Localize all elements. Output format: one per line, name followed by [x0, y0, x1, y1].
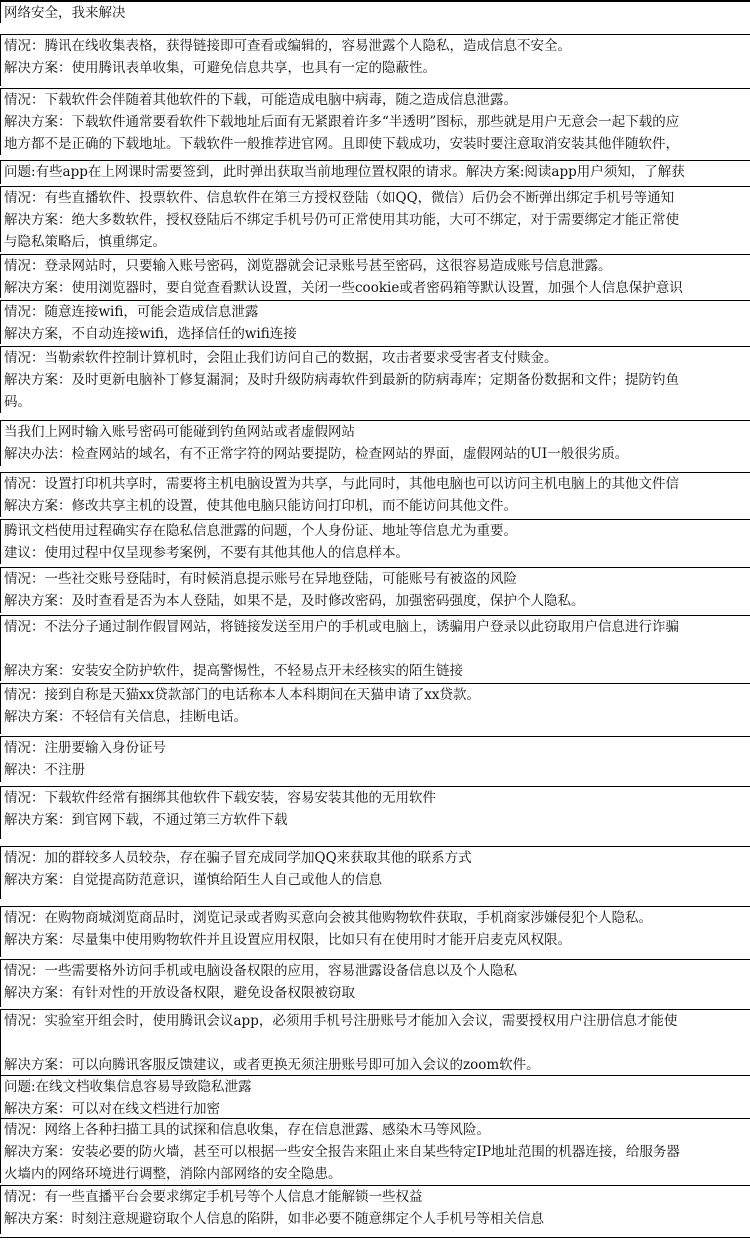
record-line: 解决方案：到官网下载，不通过第三方软件下载 [4, 812, 288, 828]
record-line: 解决办法：检查网站的域名，有不正常字符的网站要提防，检查网站的界面，虚假网站的UI一般很劣质。 [4, 446, 629, 462]
record-cell [0, 683, 750, 734]
record-line: 解决方案：使用浏览器时，要自觉查看默认设置，关闭一些cookie或者密码箱等默认设置，加强个人信息保护意识 [4, 280, 683, 296]
record-cell [0, 1118, 750, 1183]
record-line: 情况：实验室开组会时，使用腾讯会议app，必须用手机号注册账号才能加入会议，需要授权用户注册信息才能使 [4, 1013, 678, 1029]
record-line: 解决方案：安装安全防护软件，提高警惕性，不轻易点开未经核实的陌生链接 [4, 663, 463, 679]
record-line: 情况：接到自称是天猫xx贷款部门的电话称本人本科期间在天猫申请了xx贷款。 [4, 687, 480, 703]
record-line: 地方都不是正确的下载地址。下载软件一般推荐进官网。且即使下载成功，安装时要注意取消安装其他伴随软件， [4, 136, 679, 152]
record-line: 情况：不法分子通过制作假冒网站，将链接发送至用户的手机或电脑上，诱骗用户登录以此窃取用户信息进行诈骗 [4, 619, 679, 635]
record-cell [0, 1075, 750, 1118]
record-cell [0, 160, 750, 184]
record-line: 情况：加的群较多人员较杂，存在骗子冒充成同学加QQ来获取其他的联系方式 [4, 850, 472, 866]
record-cell [0, 346, 750, 413]
record-line: 情况：下载软件会伴随着其他软件的下载，可能造成电脑中病毒，随之造成信息泄露。 [4, 92, 517, 108]
record-cell [0, 1185, 750, 1234]
record-line: 情况：有些直播软件、投票软件、信息软件在第三方授权登陆（如QQ，微信）后仍会不断弹出绑定手机号等通知 [4, 190, 675, 206]
record-line: 情况：一些需要格外访问手机或电脑设备权限的应用，容易泄露设备信息以及个人隐私 [4, 963, 517, 979]
record-line: 解决方案：安装必要的防火墙，甚至可以根据一些安全报告来阻止来自某些特定IP地址范围的机器连接，给服务器 [4, 1144, 680, 1160]
record-cell [0, 736, 750, 782]
record-line: 解决方案：及时更新电脑补丁修复漏洞；及时升级防病毒软件到最新的防病毒库；定期备份数据和文件；提防钓鱼 [4, 372, 679, 388]
record-line: 码。 [4, 394, 31, 410]
record-cell [0, 846, 750, 899]
record-line: 建议：使用过程中仅呈现参考案例，不要有其他其他人的信息样本。 [4, 545, 409, 561]
record-cell [0, 906, 750, 957]
record-cell [0, 300, 750, 344]
record-line: 解决方案：绝大多数软件，授权登陆后不绑定手机号仍可正常使用其功能，大可不绑定，对于需要绑定才能正常使 [4, 212, 679, 228]
record-cell [0, 959, 750, 1007]
record-line: 当我们上网时输入账号密码可能碰到钓鱼网站或者虚假网站 [4, 424, 355, 440]
record-line: 解决方案：可以对在线文档进行加密 [4, 1101, 220, 1117]
record-cell [0, 186, 750, 252]
record-cell [0, 567, 750, 613]
bottom-rule [0, 1237, 750, 1238]
record-cell [0, 472, 750, 517]
record-line: 解决方案：使用腾讯表单收集，可避免信息共享，也具有一定的隐蔽性。 [4, 60, 436, 76]
document-title: 网络安全，我来解决 [4, 5, 126, 21]
record-line: 解决方案：下载软件通常要看软件下载地址后面有无紧跟着许多“半透明”图标，那些就是用户无意会一起下载的应 [4, 114, 680, 130]
record-cell [0, 254, 750, 298]
record-cell [0, 519, 750, 564]
record-line: 解决方案：自觉提高防范意识，谨慎给陌生人自己或他人的信息 [4, 872, 382, 888]
record-cell [0, 88, 750, 155]
title-cell [0, 1, 750, 23]
record-line: 解决方案：有针对性的开放设备权限，避免设备权限被窃取 [4, 985, 355, 1001]
record-line: 情况：一些社交账号登陆时，有时候消息提示账号在异地登陆，可能账号有被盗的风险 [4, 571, 517, 587]
record-cell [0, 1009, 750, 1075]
record-line: 解决方案：修改共享主机的设置，使其他电脑只能访问打印机，而不能访问其他文件。 [4, 498, 517, 514]
record-line: 解决方案：可以向腾讯客服反馈建议，或者更换无须注册账号即可加入会议的zoom软件。 [4, 1057, 540, 1073]
record-line: 情况：注册要输入身份证号 [4, 740, 166, 756]
record-line: 火墙内的网络环境进行调整，消除内部网络的安全隐患。 [4, 1166, 342, 1182]
record-line: 腾讯文档使用过程确实存在隐私信息泄露的问题，个人身份证、地址等信息尤为重要。 [4, 523, 517, 539]
record-line: 解决方案：不轻信有关信息，挂断电话。 [4, 709, 247, 725]
record-line: 解决方案：尽量集中使用购物软件并且设置应用权限，比如只有在使用时才能开启麦克风权限。 [4, 932, 571, 948]
record-line: 与隐私策略后，慎重绑定。 [4, 234, 166, 250]
record-line: 情况：在购物商城浏览商品时，浏览记录或者购买意向会被其他购物软件获取，手机商家涉嫌侵犯个人隐私。 [4, 910, 652, 926]
record-line: 情况：网络上各种扫描工具的试探和信息收集，存在信息泄露、感染木马等风险。 [4, 1122, 490, 1138]
record-cell [0, 34, 750, 86]
record-line: 情况：腾讯在线收集表格，获得链接即可查看或编辑的，容易泄露个人隐私，造成信息不安全。 [4, 38, 571, 54]
record-line: 解决：不注册 [4, 762, 85, 778]
record-line: 情况：随意连接wifi，可能会造成信息泄露 [4, 304, 259, 320]
record-cell [0, 615, 750, 681]
record-cell [0, 420, 750, 466]
record-line: 情况：当勒索软件控制计算机时，会阻止我们访问自己的数据，攻击者要求受害者支付赎金。 [4, 350, 558, 366]
record-line: 问题:在线文档收集信息容易导致隐私泄露 [4, 1079, 252, 1095]
record-line: 情况：设置打印机共享时，需要将主机电脑设置为共享，与此同时，其他电脑也可以访问主机电脑上的其他文件信 [4, 476, 679, 492]
record-cell [0, 786, 750, 839]
record-line: 解决方案：时刻注意规避窃取个人信息的陷阱，如非必要不随意绑定个人手机号等相关信息 [4, 1211, 544, 1227]
record-line: 情况：下载软件经常有捆绑其他软件下载安装，容易安装其他的无用软件 [4, 790, 436, 806]
record-line: 情况：登录网站时，只要输入账号密码，浏览器就会记录账号甚至密码，这很容易造成账号信息泄露。 [4, 258, 612, 274]
record-line: 解决方案：及时查看是否为本人登陆，如果不是，及时修改密码，加强密码强度，保护个人隐私。 [4, 593, 585, 609]
record-line: 解决方案，不自动连接wifi，选择信任的wifi连接 [4, 326, 297, 342]
record-line: 情况：有一些直播平台会要求绑定手机号等个人信息才能解锁一些权益 [4, 1189, 423, 1205]
record-line: 问题:有些app在上网课时需要签到，此时弹出获取当前地理位置权限的请求。解决方案:阅读app用户须知，了解获 [4, 164, 685, 180]
